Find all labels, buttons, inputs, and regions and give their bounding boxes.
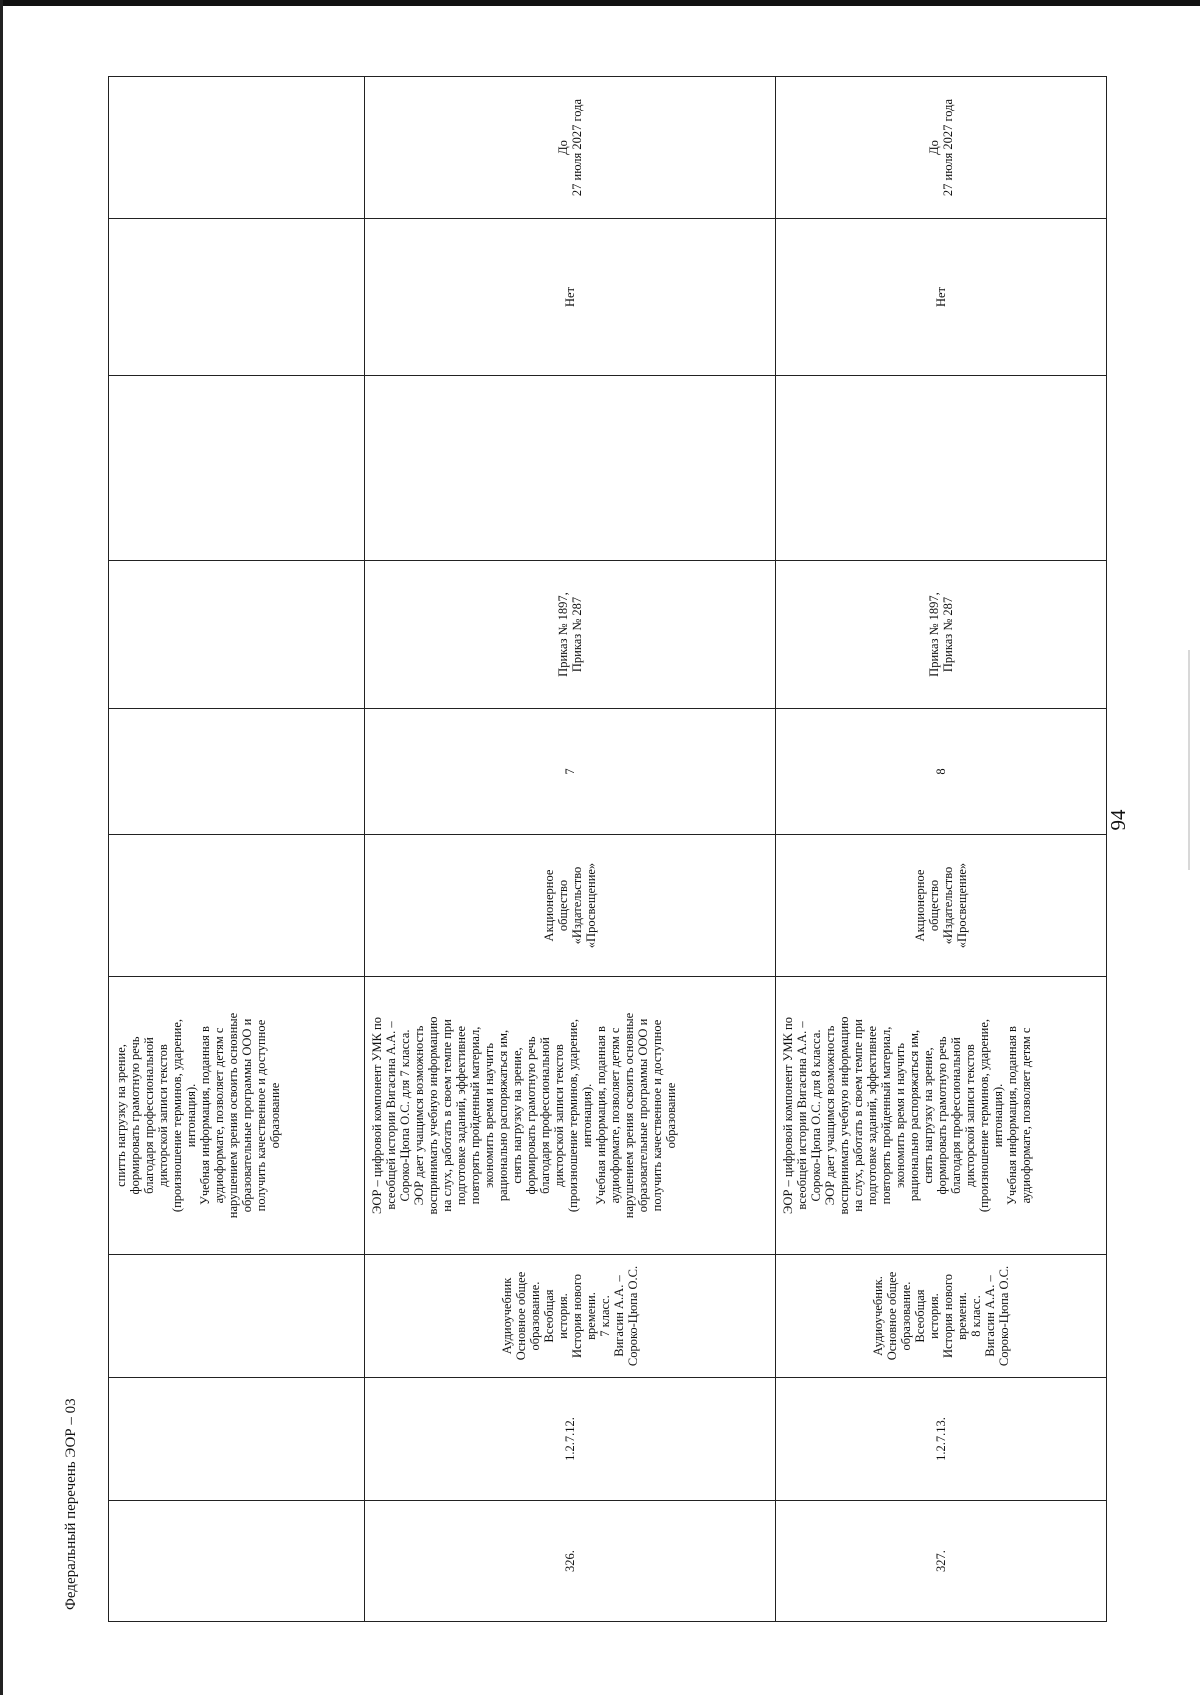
publisher: Акционерное общество «Издательство «Просвещение»	[542, 862, 598, 949]
description-text: спитть нагрузку на зрение, формировать грамотную речь благодаря профессиональной дикторской записи текстов (произношение терминов, ударение, интонация). Учебная информация, поданная в аудиоформате, позволяет детям с нарушением зрения освоить основные образовательные программы ООО и получить качественное и доступное образование	[114, 1012, 282, 1219]
scan-left-edge	[0, 0, 3, 1695]
cell-name	[776, 1255, 1107, 1378]
cell-org	[776, 835, 1107, 977]
cell-num	[776, 1501, 1107, 1622]
cell-num	[365, 1501, 776, 1622]
cell-paid	[365, 219, 776, 376]
cell-grade	[109, 709, 365, 835]
cell-code	[365, 1378, 776, 1501]
grade-value: 8	[934, 768, 948, 775]
cell-extra	[365, 376, 776, 561]
description-text: ЭОР – цифровой компонент УМК по всеобщей истории Вигасина А.А. – Сороко-Цюпа О.С. для 7 класса. ЭОР дает учащимся возможность воспринимать учебную информацию на слух, работать в своем темпе при подготовке заданий, эффективнее повторять пройденный материал, экономить время и научить рационально распоряжаться им, снять нагрузку на зрение, формировать грамотную речь благодаря профессиональной дикторской записи текстов (произношение терминов, ударение, интонация). Учебная информация, поданная в аудиоформате, позволяет детям с нарушением зрения освоить основные образовательные программы ООО и получить качественное и доступное образование	[370, 1012, 678, 1219]
row-code: 1.2.7.12.	[563, 1417, 577, 1461]
cell-description	[776, 977, 1107, 1255]
cell-name	[365, 1255, 776, 1378]
order-ref: Приказ № 1897, Приказ № 287	[927, 592, 955, 677]
cell-num	[109, 1501, 365, 1622]
cell-paid	[109, 219, 365, 376]
cell-order	[776, 561, 1107, 709]
cell-grade	[365, 709, 776, 835]
row-code: 1.2.7.13.	[934, 1417, 948, 1461]
cell-org	[365, 835, 776, 977]
row-number: 327.	[934, 1550, 948, 1572]
resource-name: Аудиоучебник Основное общее образование. Всеобщая история. История нового времени. 7 класс. Вигасин А.А. – Сороко-Цюпа О.С.	[500, 1265, 640, 1367]
cell-extra	[776, 376, 1107, 561]
cell-valid	[776, 77, 1107, 219]
cell-description	[365, 977, 776, 1255]
row-number: 326.	[563, 1550, 577, 1572]
cell-org	[109, 835, 365, 977]
resource-name: Аудиоучебник. Основное общее образование. Всеобщая история. История нового времени. 8 класс. Вигасин А.А. – Сороко-Цюпа О.С.	[871, 1265, 1011, 1367]
cell-code	[776, 1378, 1107, 1501]
cell-order	[109, 561, 365, 709]
cell-extra	[109, 376, 365, 561]
grade-value: 7	[563, 768, 577, 775]
description-text: ЭОР – цифровой компонент УМК по всеобщей истории Вигасина А.А. – Сороко-Цюпа О.С. для 8 класса. ЭОР дает учащимся возможность воспринимать учебную информацию на слух, работать в своем темпе при подготовке заданий, эффективнее повторять пройденный материал, экономить время и научить рационально распоряжаться им, снять нагрузку на зрение, формировать грамотную речь благодаря профессиональной дикторской записи текстов (произношение терминов, ударение, интонация). Учебная информация, поданная в аудиоформате, позволяет детям с	[781, 1016, 1033, 1215]
table-row-continuation	[109, 77, 365, 1622]
cell-description	[109, 977, 365, 1255]
cell-name	[109, 1255, 365, 1378]
eor-register-table	[108, 76, 1107, 1622]
cell-valid	[109, 77, 365, 219]
document-sheet	[63, 77, 1130, 1622]
scan-artifact	[1188, 650, 1190, 870]
cell-grade	[776, 709, 1107, 835]
cell-code	[109, 1378, 365, 1501]
validity: До 27 июля 2027 года	[556, 98, 584, 197]
scan-top-edge	[0, 0, 1200, 6]
rotated-page	[63, 77, 1130, 1622]
table-row	[365, 77, 776, 1622]
cell-order	[365, 561, 776, 709]
order-ref: Приказ № 1897, Приказ № 287	[556, 592, 584, 677]
validity: До 27 июля 2027 года	[927, 98, 955, 197]
paid-value: Нет	[934, 286, 948, 308]
page-number: 94	[1106, 809, 1130, 831]
cell-valid	[365, 77, 776, 219]
table-row	[776, 77, 1107, 1622]
publisher: Акционерное общество «Издательство «Просвещение»	[913, 862, 969, 949]
paid-value: Нет	[563, 286, 577, 308]
running-head: Федеральный перечень ЭОР – 03	[63, 1398, 79, 1610]
cell-paid	[776, 219, 1107, 376]
